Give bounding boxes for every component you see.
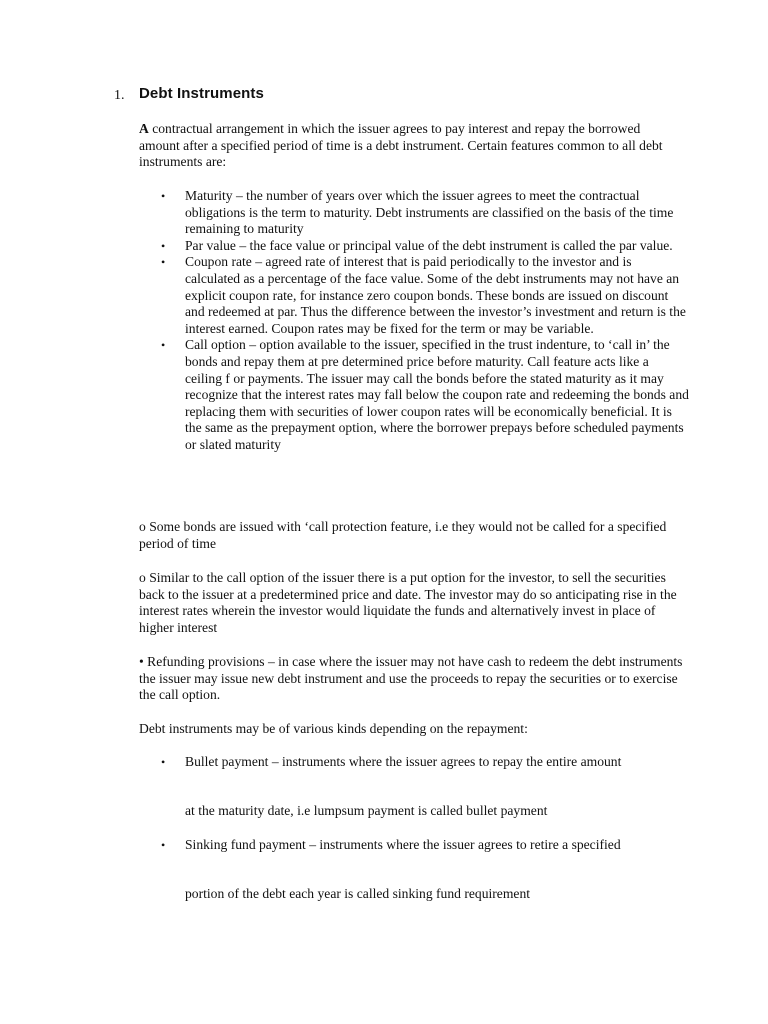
sinking-fund-text: Sinking fund payment – instruments where the issuer agrees to retire a specified xyxy=(185,837,621,852)
features-list xyxy=(161,188,689,454)
bullet-icon: • xyxy=(161,755,166,769)
intro-lead-letter: A xyxy=(139,121,149,136)
section-title: Debt Instruments xyxy=(139,85,264,102)
refunding-paragraph xyxy=(139,654,684,704)
kinds-intro-paragraph xyxy=(139,721,684,738)
feature-maturity-text: Maturity – the number of years over which the issuer agrees to meet the contractual obligations is the term to maturity. Debt instruments are classified on the basis of the time remaining to maturity xyxy=(185,188,674,237)
list-item xyxy=(161,837,641,854)
intro-paragraph xyxy=(139,121,684,171)
section-heading xyxy=(114,85,264,105)
feature-coupon-rate-text: Coupon rate – agreed rate of interest that is paid periodically to the investor and is calculated as a percentage of the face value. Some of the debt instruments may not have an explicit coupon rate, for instance zero coupon bonds. These bonds are issued on discount and redeemed at par. Thus the difference between the investor’s investment and return is the interest earned. Coupon rates may be fixed for the term or may be variable. xyxy=(185,254,686,336)
put-option-text: o Similar to the call option of the issuer there is a put option for the investor, to sell the securities back to the issuer at a predetermined price and date. The investor may do so anticipating rise in the interest rates wherein the investor would liquidate the funds and alternatively invest in place of higher interest xyxy=(139,570,677,635)
call-protection-paragraph xyxy=(139,519,684,552)
call-protection-text: o Some bonds are issued with ‘call protection feature, i.e they would not be called for a specified period of time xyxy=(139,519,667,551)
list-item xyxy=(161,754,641,771)
list-item xyxy=(161,188,689,238)
repayment-kinds-list-bullet xyxy=(161,754,641,771)
intro-text: contractual arrangement in which the issuer agrees to pay interest and repay the borrowed amount after a specified period of time is a debt instrument. Certain features common to all debt instruments are: xyxy=(139,121,663,170)
sinking-fund-continuation: portion of the debt each year is called sinking fund requirement xyxy=(185,886,531,901)
refunding-text: • Refunding provisions – in case where the issuer may not have cash to redeem the debt instruments the issuer may issue new debt instrument and use the proceeds to repay the securities or to exercise the call option. xyxy=(139,654,683,703)
feature-call-option-text: Call option – option available to the issuer, specified in the trust indenture, to ‘call in’ the bonds and repay them at pre determined price before maturity. Call feature acts like a ceiling f or payments. The issuer may call the bonds before the stated maturity as it may recognize that the interest rates may fall below the coupon rate and redeeming the bonds and replacing them with securities of lower coupon rates will be economically beneficial. It is the same as the prepayment option, where the borrower prepays before scheduled payments or slated maturity xyxy=(185,337,689,452)
bullet-icon: • xyxy=(161,255,166,270)
list-item xyxy=(161,254,689,337)
bullet-icon: • xyxy=(161,338,166,353)
list-item xyxy=(161,238,689,255)
bullet-payment-continuation: at the maturity date, i.e lumpsum payment is called bullet payment xyxy=(185,803,548,818)
put-option-paragraph xyxy=(139,570,684,636)
section-number: 1. xyxy=(114,88,125,103)
list-item xyxy=(161,337,689,453)
feature-par-value-text: Par value – the face value or principal value of the debt instrument is called the par value. xyxy=(185,237,673,253)
kinds-intro-text: Debt instruments may be of various kinds depending on the repayment: xyxy=(139,721,528,736)
repayment-kinds-list-sinking xyxy=(161,837,641,854)
bullet-icon: • xyxy=(161,189,166,203)
bullet-icon: • xyxy=(161,238,166,253)
bullet-payment-text: Bullet payment – instruments where the issuer agrees to repay the entire amount xyxy=(185,754,622,769)
bullet-icon: • xyxy=(161,838,166,852)
